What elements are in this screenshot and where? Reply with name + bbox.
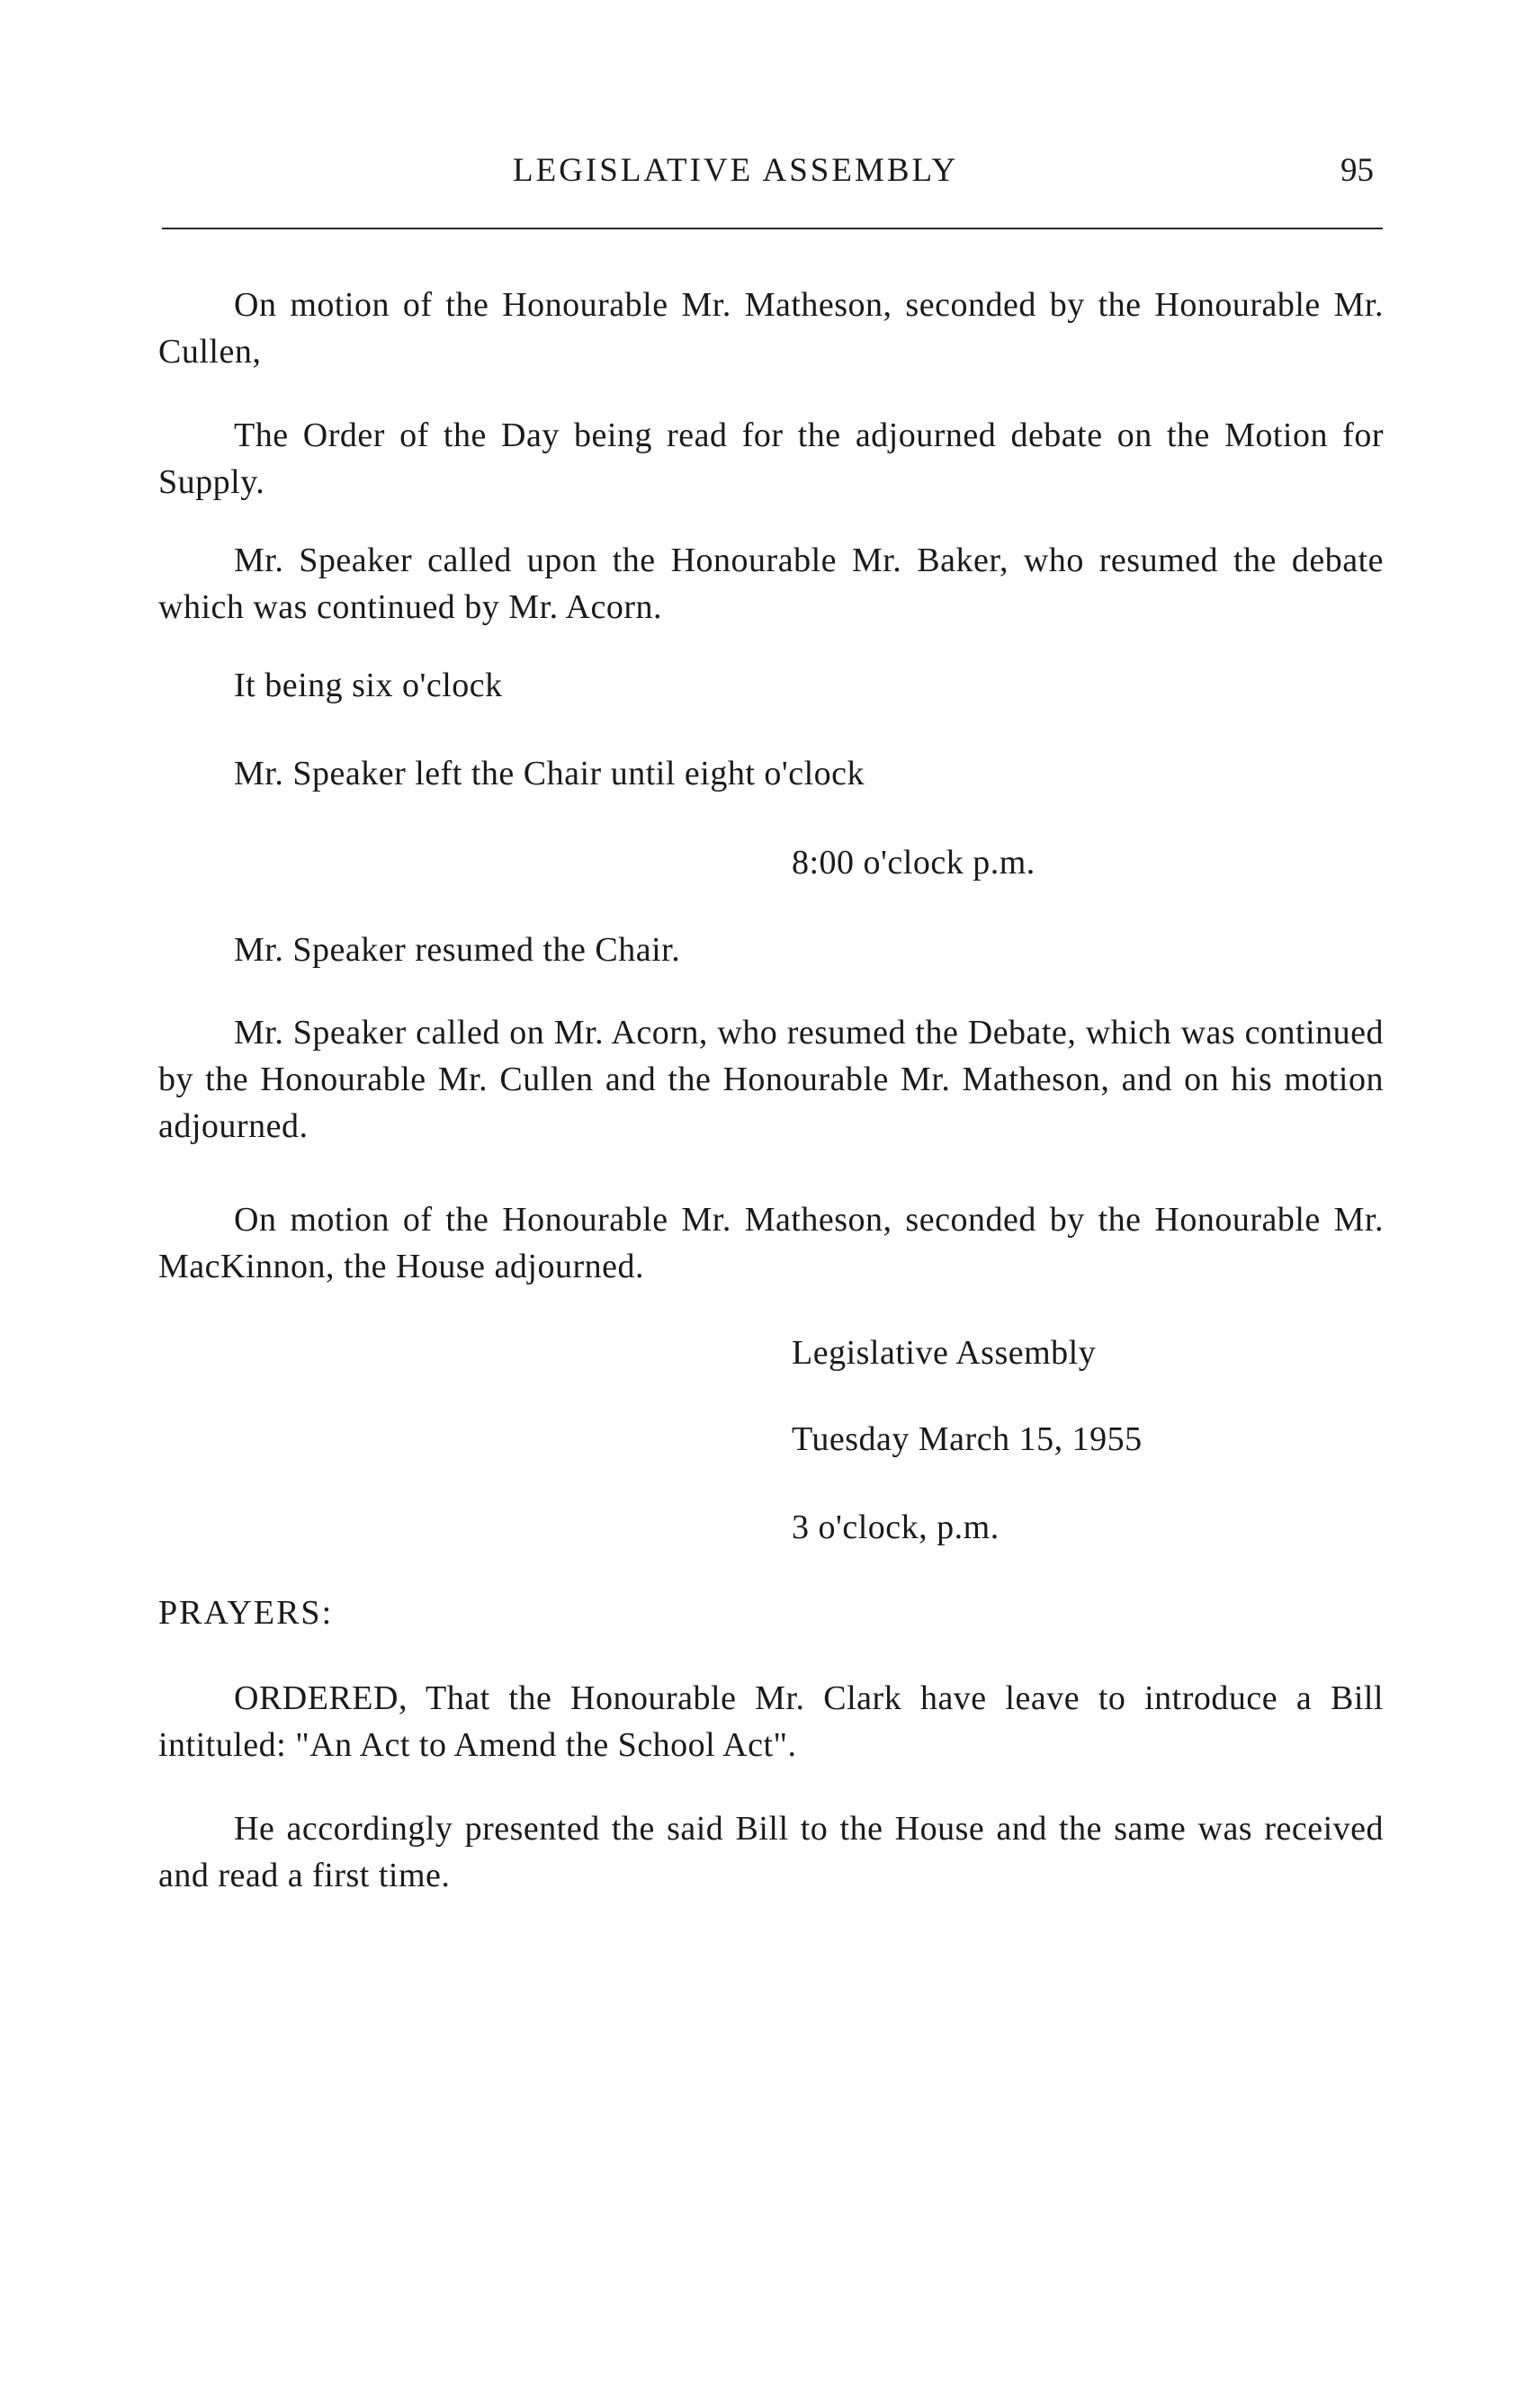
- sitting-body-name: Legislative Assembly: [792, 1334, 1097, 1372]
- paragraph-bill-first-reading: He accordingly presented the said Bill to the House and the same was received and read a first time.: [158, 1810, 1384, 1894]
- line-six-oclock: It being six o'clock: [234, 667, 503, 704]
- paragraph-motion-1: On motion of the Honourable Mr. Matheson, seconded by the Honourable Mr. Cullen,: [158, 286, 1384, 371]
- paragraph-speaker-called-acorn: Mr. Speaker called on Mr. Acorn, who resumed the Debate, which was continued by the Honourable Mr. Cullen and the Honourable Mr. Matheson, and on his motion adjourned.: [158, 1014, 1384, 1145]
- sitting-date: Tuesday March 15, 1955: [792, 1420, 1143, 1458]
- sitting-time: 3 o'clock, p.m.: [792, 1508, 1000, 1546]
- paragraph-order-of-day: The Order of the Day being read for the adjourned debate on the Motion for Supply.: [158, 416, 1384, 501]
- header-divider: [162, 228, 1383, 229]
- paragraph-motion-adjourned: On motion of the Honourable Mr. Matheson, seconded by the Honourable Mr. MacKinnon, the House adjourned.: [158, 1201, 1384, 1285]
- time-evening-sitting: 8:00 o'clock p.m.: [792, 844, 1035, 882]
- line-speaker-left-chair: Mr. Speaker left the Chair until eight o'clock: [234, 755, 865, 792]
- paragraph-speaker-called-baker: Mr. Speaker called upon the Honourable Mr. Baker, who resumed the debate which was continued by Mr. Acorn.: [158, 542, 1384, 626]
- prayers-heading: PRAYERS:: [158, 1594, 334, 1632]
- paragraph-ordered-bill: ORDERED, That the Honourable Mr. Clark have leave to introduce a Bill intituled: "An Act to Amend the School Act".: [158, 1679, 1384, 1764]
- page-number: 95: [1340, 152, 1374, 189]
- page-header-title: LEGISLATIVE ASSEMBLY: [513, 152, 959, 189]
- line-speaker-resumed-chair: Mr. Speaker resumed the Chair.: [234, 931, 681, 969]
